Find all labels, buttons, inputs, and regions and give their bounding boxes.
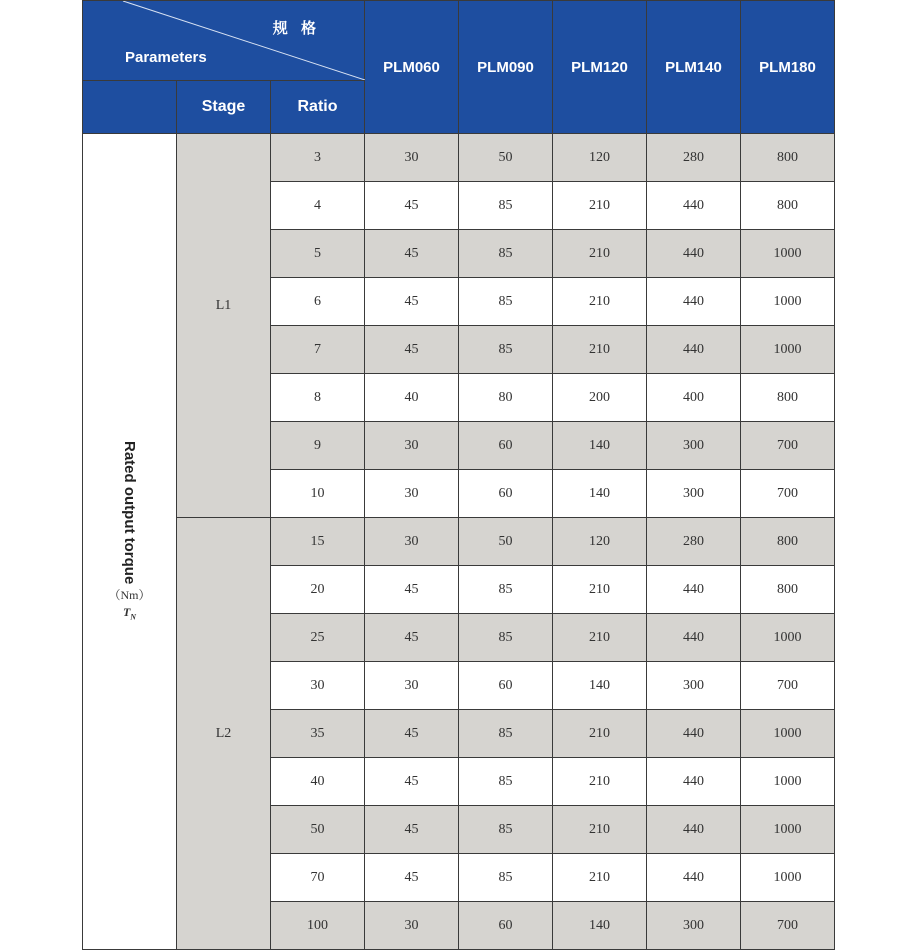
torque-value-plm090: 85 <box>459 566 553 614</box>
ratio-cell: 40 <box>271 758 365 806</box>
torque-value-plm180: 700 <box>741 902 835 950</box>
ratio-cell: 30 <box>271 662 365 710</box>
torque-value-plm140: 440 <box>647 230 741 278</box>
model-header-plm060: PLM060 <box>365 1 459 134</box>
parameter-unit: （Nm） <box>108 588 151 603</box>
torque-value-plm180: 800 <box>741 134 835 182</box>
ratio-cell: 50 <box>271 806 365 854</box>
torque-value-plm060: 30 <box>365 902 459 950</box>
torque-value-plm060: 30 <box>365 662 459 710</box>
stage-header: Stage <box>177 81 271 134</box>
torque-value-plm090: 85 <box>459 326 553 374</box>
torque-value-plm140: 440 <box>647 854 741 902</box>
torque-value-plm060: 45 <box>365 710 459 758</box>
ratio-cell: 8 <box>271 374 365 422</box>
torque-value-plm140: 280 <box>647 518 741 566</box>
torque-value-plm180: 800 <box>741 518 835 566</box>
torque-value-plm090: 80 <box>459 374 553 422</box>
model-header-plm120: PLM120 <box>553 1 647 134</box>
torque-value-plm090: 60 <box>459 662 553 710</box>
torque-value-plm060: 45 <box>365 230 459 278</box>
torque-value-plm120: 120 <box>553 518 647 566</box>
ratio-cell: 10 <box>271 470 365 518</box>
torque-value-plm120: 210 <box>553 278 647 326</box>
header-spacer <box>83 81 177 134</box>
torque-value-plm120: 140 <box>553 902 647 950</box>
diagonal-line <box>83 1 365 80</box>
torque-value-plm180: 1000 <box>741 758 835 806</box>
ratio-cell: 35 <box>271 710 365 758</box>
model-header-plm090: PLM090 <box>459 1 553 134</box>
torque-value-plm060: 30 <box>365 134 459 182</box>
ratio-cell: 5 <box>271 230 365 278</box>
torque-value-plm120: 210 <box>553 758 647 806</box>
ratio-header: Ratio <box>271 81 365 134</box>
torque-value-plm140: 440 <box>647 326 741 374</box>
torque-value-plm060: 45 <box>365 854 459 902</box>
torque-value-plm060: 30 <box>365 470 459 518</box>
torque-value-plm120: 210 <box>553 854 647 902</box>
parameter-symbol-main: T <box>122 605 131 620</box>
parameter-cell <box>83 134 177 950</box>
torque-value-plm120: 210 <box>553 326 647 374</box>
model-header-plm180: PLM180 <box>741 1 835 134</box>
torque-value-plm090: 85 <box>459 230 553 278</box>
ratio-cell: 15 <box>271 518 365 566</box>
parameter-symbol-sub: N <box>130 612 137 622</box>
ratio-cell: 100 <box>271 902 365 950</box>
torque-value-plm120: 210 <box>553 230 647 278</box>
parameter-label: Rated output torque <box>121 441 138 585</box>
torque-value-plm090: 60 <box>459 470 553 518</box>
torque-value-plm180: 1000 <box>741 710 835 758</box>
torque-value-plm060: 40 <box>365 374 459 422</box>
torque-value-plm180: 1000 <box>741 230 835 278</box>
parameter-symbol <box>123 605 136 621</box>
torque-value-plm180: 1000 <box>741 614 835 662</box>
ratio-cell: 4 <box>271 182 365 230</box>
torque-value-plm120: 210 <box>553 566 647 614</box>
torque-value-plm060: 30 <box>365 422 459 470</box>
torque-value-plm180: 1000 <box>741 854 835 902</box>
diagonal-header-cell <box>83 1 365 81</box>
torque-value-plm090: 50 <box>459 134 553 182</box>
torque-value-plm140: 440 <box>647 566 741 614</box>
spec-label-cn: 规 格 <box>272 19 321 37</box>
torque-value-plm060: 45 <box>365 566 459 614</box>
torque-value-plm090: 85 <box>459 854 553 902</box>
torque-value-plm090: 85 <box>459 806 553 854</box>
torque-value-plm090: 85 <box>459 278 553 326</box>
torque-value-plm140: 280 <box>647 134 741 182</box>
ratio-cell: 20 <box>271 566 365 614</box>
torque-value-plm120: 120 <box>553 134 647 182</box>
torque-value-plm060: 45 <box>365 278 459 326</box>
torque-value-plm120: 210 <box>553 614 647 662</box>
torque-value-plm140: 440 <box>647 614 741 662</box>
torque-value-plm120: 210 <box>553 182 647 230</box>
ratio-cell: 25 <box>271 614 365 662</box>
torque-value-plm120: 210 <box>553 806 647 854</box>
stage-cell-l2: L2 <box>177 518 271 950</box>
torque-value-plm140: 300 <box>647 422 741 470</box>
torque-value-plm140: 400 <box>647 374 741 422</box>
torque-value-plm060: 45 <box>365 614 459 662</box>
torque-value-plm140: 440 <box>647 806 741 854</box>
torque-value-plm090: 85 <box>459 614 553 662</box>
torque-value-plm180: 800 <box>741 374 835 422</box>
ratio-cell: 9 <box>271 422 365 470</box>
torque-value-plm180: 800 <box>741 566 835 614</box>
torque-value-plm090: 50 <box>459 518 553 566</box>
torque-value-plm140: 440 <box>647 758 741 806</box>
torque-value-plm140: 440 <box>647 710 741 758</box>
torque-value-plm180: 1000 <box>741 326 835 374</box>
stage-cell-l1: L1 <box>177 134 271 518</box>
table-body <box>83 134 835 950</box>
torque-value-plm090: 85 <box>459 182 553 230</box>
torque-value-plm120: 210 <box>553 710 647 758</box>
torque-value-plm090: 60 <box>459 422 553 470</box>
table-row <box>83 134 835 182</box>
ratio-cell: 3 <box>271 134 365 182</box>
torque-value-plm140: 300 <box>647 470 741 518</box>
torque-value-plm180: 1000 <box>741 806 835 854</box>
torque-value-plm060: 45 <box>365 182 459 230</box>
ratio-cell: 6 <box>271 278 365 326</box>
torque-value-plm140: 440 <box>647 278 741 326</box>
parameters-label: Parameters <box>125 49 207 66</box>
torque-value-plm140: 440 <box>647 182 741 230</box>
torque-value-plm060: 30 <box>365 518 459 566</box>
torque-value-plm060: 45 <box>365 758 459 806</box>
torque-value-plm180: 700 <box>741 470 835 518</box>
torque-value-plm120: 140 <box>553 470 647 518</box>
torque-value-plm120: 140 <box>553 422 647 470</box>
torque-value-plm180: 800 <box>741 182 835 230</box>
torque-value-plm120: 200 <box>553 374 647 422</box>
model-header-plm140: PLM140 <box>647 1 741 134</box>
torque-value-plm090: 85 <box>459 758 553 806</box>
torque-value-plm120: 140 <box>553 662 647 710</box>
torque-value-plm180: 1000 <box>741 278 835 326</box>
torque-value-plm180: 700 <box>741 662 835 710</box>
torque-value-plm180: 700 <box>741 422 835 470</box>
torque-value-plm140: 300 <box>647 662 741 710</box>
torque-value-plm090: 85 <box>459 710 553 758</box>
ratio-cell: 70 <box>271 854 365 902</box>
torque-value-plm060: 45 <box>365 326 459 374</box>
table-row <box>83 518 835 566</box>
torque-value-plm140: 300 <box>647 902 741 950</box>
torque-value-plm060: 45 <box>365 806 459 854</box>
torque-value-plm090: 60 <box>459 902 553 950</box>
rated-torque-table <box>82 0 835 950</box>
ratio-cell: 7 <box>271 326 365 374</box>
